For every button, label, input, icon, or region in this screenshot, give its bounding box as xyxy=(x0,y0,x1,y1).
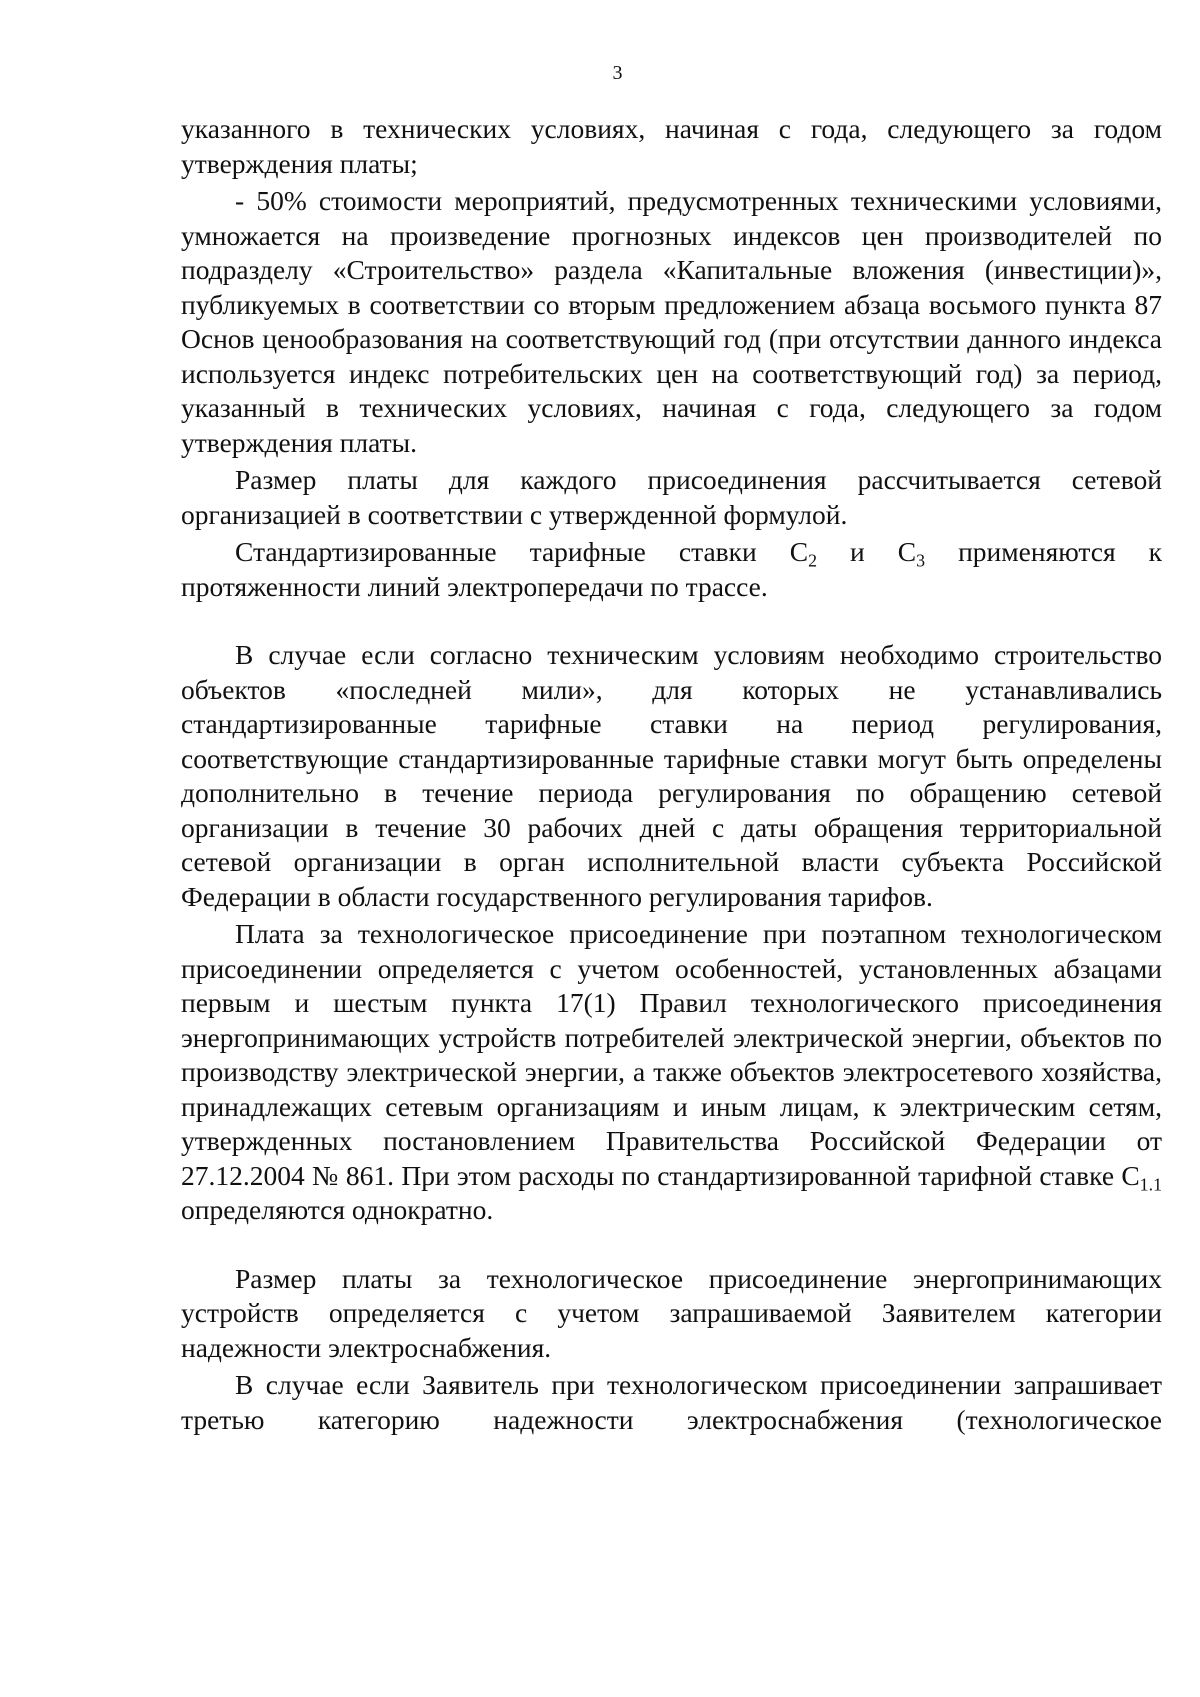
paragraph-reliability-category: Размер платы за технологическое присоединение энергопринимающих устройств определяется с учетом запрашиваемой Заявителем категории надежности электроснабжения. xyxy=(181,1262,1162,1363)
paragraph-stepwise-connection xyxy=(181,917,1162,1228)
paragraph-text: Плата за технологическое присоединение при поэтапном технологическом присоединении определяется с учетом особенностей, установленных абзацами первым и шестым пункта 17(1) Правил технологического присоединения энергопринимающих устройств потребителей электрической энергии, объектов по производству электрической энергии, а также объектов электросетевого хозяйства, принадлежащих сетевым организациям и иным лицам, к электрическим сетям, утвержденных постановлением Правительства Российской Федерации от 27.12.2004 № 861. При этом расходы по стандартизированной тарифной ставке С xyxy=(181,918,1162,1191)
paragraph-text: определяются однократно. xyxy=(181,1194,494,1225)
paragraph-list-item-50-percent: - 50% стоимости мероприятий, предусмотренных техническими условиями, умножается на произведение прогнозных индексов цен производителей по подразделу «Строительство» раздела «Капитальные вложения (инвестиции)», публикуемых в соответствии со вторым предложением абзаца восьмого пункта 87 Основ ценообразования на соответствующий год (при отсутствии данного индекса используется индекс потребительских цен на соответствующий год) за период, указанный в технических условиях, начиная с года, следующего за годом утверждения платы. xyxy=(181,185,1162,458)
subscript: 3 xyxy=(916,550,926,571)
page-number: 3 xyxy=(612,62,623,84)
paragraph-text: и С xyxy=(817,536,917,567)
paragraph-fee-calculation: Размер платы для каждого присоединения рассчитывается сетевой организацией в соответствии с утвержденной формулой. xyxy=(181,464,1162,530)
subscript: 2 xyxy=(808,550,818,571)
paragraph-text: Стандартизированные тарифные ставки С xyxy=(235,536,809,567)
paragraph-text: применяются к протяженности линий электропередачи по трассе. xyxy=(181,536,1163,602)
paragraph-last-mile: В случае если согласно техническим условиям необходимо строительство объектов «последней мили», для которых не устанавливались стандартизированные тарифные ставки на период регулирования, соответствующие стандартизированные тарифные ставки могут быть определены дополнительно в течение периода регулирования по обращению сетевой организации в течение 30 рабочих дней с даты обращения территориальной сетевой организации в орган исполнительной власти субъекта Российской Федерации в области государственного регулирования тарифов. xyxy=(181,639,1162,912)
paragraph-tariff-rates-c2-c3 xyxy=(181,535,1162,604)
document-body xyxy=(181,112,1162,1440)
subscript: 1.1 xyxy=(1139,1173,1162,1194)
paragraph-third-category: В случае если Заявитель при технологическом присоединении запрашивает третью категорию надежности электроснабжения (технологическое xyxy=(181,1369,1162,1435)
paragraph-continuation: указанного в технических условиях, начиная с года, следующего за годом утверждения платы; xyxy=(181,113,1162,179)
